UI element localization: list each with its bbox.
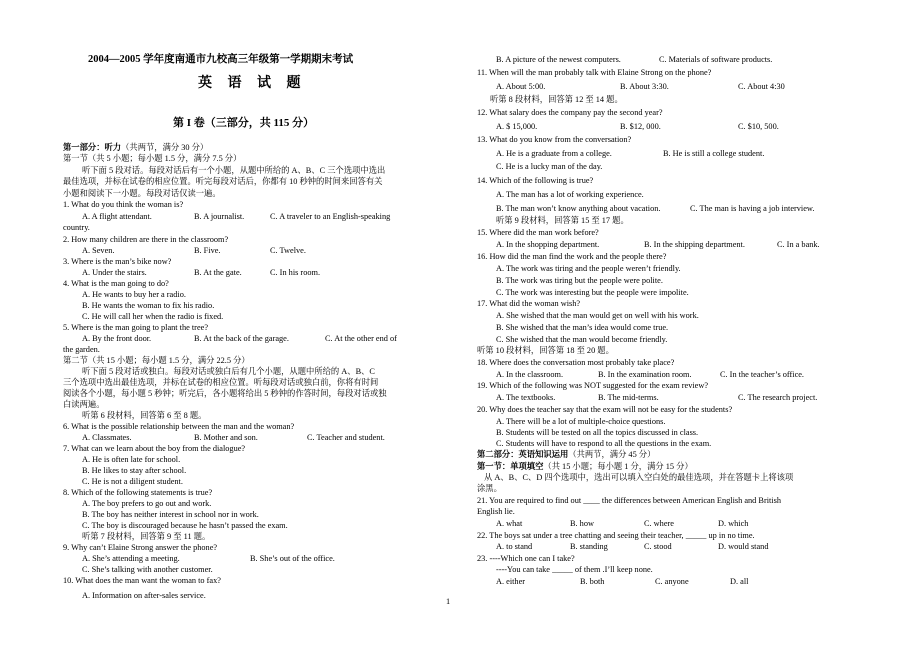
option-a: A. The man has a lot of working experience. (496, 190, 644, 199)
option-b: B. A picture of the newest computers. (496, 55, 621, 64)
option-c: C. Students will have to respond to all the questions in the exam. (496, 439, 712, 448)
option-b: B. how (570, 519, 594, 528)
option-c: C. Twelve. (270, 246, 306, 255)
option-b: B. In the shipping department. (644, 240, 745, 249)
material-note: 听第 6 段材料，回答第 6 至 8 题。 (82, 411, 207, 420)
part2-instruction: 涂黑。 (477, 484, 502, 493)
option-a: A. what (496, 519, 523, 528)
question-stem: 9. Why can’t Elaine Strong answer the phone? (63, 543, 218, 552)
option-a: A. The work was tiring and the people weren’t friendly. (496, 264, 681, 273)
option-b: B. At the back of the garage. (194, 334, 289, 343)
section2-instruction: 听下面 5 段对话或独白。每段对话或独白后有几个小题，从题中所给的 A、B、C (82, 367, 375, 376)
material-note: 听第 8 段材料，回答第 12 至 14 题。 (490, 95, 623, 104)
option-c: C. In the teacher’s office. (720, 370, 805, 379)
option-c: country. (63, 223, 90, 232)
section1-instruction: 小题和阅读下一小题。每段对话仅读一遍。 (63, 189, 221, 198)
material-note: 听第 10 段材料，回答第 18 至 20 题。 (477, 346, 614, 355)
part1-section2-heading: 第二节（共 15 小题；每小题 1.5 分，满分 22.5 分） (63, 356, 250, 365)
question-stem: 15. Where did the man work before? (477, 228, 599, 237)
option-c: C. At the other end of (325, 334, 397, 343)
option-b: B. The man won’t know anything about vacation. (496, 204, 661, 213)
option-c: C. where (644, 519, 674, 528)
question-stem: 19. Which of the following was NOT suggested for the exam review? (477, 381, 709, 390)
question-stem: 2. How many children are there in the classroom? (63, 235, 229, 244)
option-a: A. She wished that the man would get on well with his work. (496, 311, 699, 320)
option-b: B. In the examination room. (598, 370, 692, 379)
part2-section1-heading: 第一节：单项填空（共 15 小题；每小题 1 分，满分 15 分） (477, 462, 693, 471)
option-a: A. By the front door. (82, 334, 152, 343)
section1-instruction: 听下面 5 段对话。每段对话后有一个小题，从题中所给的 A、B、C 三个选项中选出 (82, 166, 386, 175)
option-d: D. which (718, 519, 749, 528)
option-b: B. About 3:30. (620, 82, 669, 91)
option-b: B. Mother and son. (194, 433, 258, 442)
option-c: C. A traveler to an English-speaking (270, 212, 391, 221)
option-b: B. The boy has neither interest in school nor in work. (82, 510, 259, 519)
material-note: 听第 7 段材料，回答第 9 至 11 题。 (82, 532, 211, 541)
option-a: A. Classmates. (82, 433, 132, 442)
question-stem: 3. Where is the man’s bike now? (63, 257, 172, 266)
option-c: C. Materials of software products. (659, 55, 773, 64)
option-a: A. He is often late for school. (82, 455, 181, 464)
option-b: B. At the gate. (194, 268, 242, 277)
option-c: C. In his room. (270, 268, 321, 277)
question-stem: 22. The boys sat under a tree chatting and seeing their teacher, _____ up in no time. (477, 531, 755, 540)
option-b: B. He is still a college student. (663, 149, 765, 158)
question-stem: English lie. (477, 507, 515, 516)
question-stem: 4. What is the man going to do? (63, 279, 169, 288)
question-stem: 23. ----Which one can I take? (477, 554, 575, 563)
option-b: B. He likes to stay after school. (82, 466, 187, 475)
option-b: B. Five. (194, 246, 221, 255)
option-c: C. stood (644, 542, 672, 551)
question-stem: 16. How did the man find the work and the people there? (477, 252, 667, 261)
option-a: A. Seven. (82, 246, 115, 255)
volume-title: 第 I 卷（三部分，共 115 分） (173, 117, 315, 129)
question-stem: 21. You are required to find out ____ the differences between American English and British (477, 496, 781, 505)
option-b: B. The mid-terms. (598, 393, 659, 402)
option-d: D. would stand (718, 542, 769, 551)
option-c: C. Teacher and student. (307, 433, 385, 442)
option-a: A. There will be a lot of multiple-choice questions. (496, 417, 666, 426)
option-b: B. A journalist. (194, 212, 245, 221)
option-c: C. He is a lucky man of the day. (496, 162, 603, 171)
option-a: A. to stand (496, 542, 533, 551)
option-d: D. all (730, 577, 749, 586)
option-a: A. He is a graduate from a college. (496, 149, 612, 158)
question-stem: 11. When will the man probably talk with Elaine Strong on the phone? (477, 68, 712, 77)
option-c: C. He is not a diligent student. (82, 477, 183, 486)
option-b: B. He wants the woman to fix his radio. (82, 301, 215, 310)
material-note: 听第 9 段材料，回答第 15 至 17 题。 (496, 216, 629, 225)
option-c: the garden. (63, 345, 100, 354)
part1-section1-heading: 第一节（共 5 小题；每小题 1.5 分，满分 7.5 分） (63, 154, 242, 163)
question-stem: 7. What can we learn about the boy from the dialogue? (63, 444, 246, 453)
option-c: C. The man is having a job interview. (690, 204, 815, 213)
option-b: B. $12, 000. (620, 122, 661, 131)
option-c: C. anyone (655, 577, 689, 586)
part2-heading: 第二部分：英语知识运用（共两节，满分 45 分） (477, 450, 656, 459)
option-c: C. The research project. (738, 393, 818, 402)
question-stem: 6. What is the possible relationship between the man and the woman? (63, 422, 295, 431)
question-stem: 17. What did the woman wish? (477, 299, 581, 308)
question-stem: 20. Why does the teacher say that the exam will not be easy for the students? (477, 405, 733, 414)
option-a: A. The textbooks. (496, 393, 556, 402)
exam-title: 2004—2005 学年度南通市九校高三年级第一学期期末考试 (88, 54, 354, 65)
question-stem: 13. What do you know from the conversation? (477, 135, 632, 144)
option-a: A. He wants to buy her a radio. (82, 290, 186, 299)
option-a: A. Under the stairs. (82, 268, 147, 277)
subject-title: 英 语 试 题 (198, 76, 307, 91)
option-a: A. In the classroom. (496, 370, 564, 379)
part1-heading: 第一部分：听力（共两节，满分 30 分） (63, 143, 209, 152)
question-stem: 8. Which of the following statements is true? (63, 488, 213, 497)
option-c: C. The work was interesting but the people were impolite. (496, 288, 689, 297)
option-b: B. standing (570, 542, 608, 551)
question-stem: 18. Where does the conversation most probably take place? (477, 358, 675, 367)
option-b: B. She’s out of the office. (250, 554, 335, 563)
question-stem: 12. What salary does the company pay the second year? (477, 108, 663, 117)
option-c: C. About 4:30 (738, 82, 785, 91)
question-stem: 10. What does the man want the woman to fax? (63, 576, 221, 585)
option-b: B. The work was tiring but the people were polite. (496, 276, 663, 285)
option-b: B. Students will be tested on all the topics discussed in class. (496, 428, 699, 437)
page-number: 1 (446, 597, 451, 606)
option-c: C. She’s talking with another customer. (82, 565, 213, 574)
option-a: A. In the shopping department. (496, 240, 600, 249)
option-c: C. In a bank. (777, 240, 820, 249)
section2-instruction: 三个选项中选出最佳选项，并标在试卷的相应位置。听每段对话或独白前，你将有时间 (63, 378, 379, 387)
question-stem: 1. What do you think the woman is? (63, 200, 184, 209)
option-b: B. She wished that the man’s idea would come true. (496, 323, 669, 332)
part2-instruction: 从 A、B、C、D 四个选项中，选出可以填入空白处的最佳选项，并在答题卡上将该项 (484, 473, 794, 482)
question-stem: ----You can take _____ of them .I’ll keep none. (496, 565, 653, 574)
option-c: C. $10, 500. (738, 122, 779, 131)
option-a: A. either (496, 577, 526, 586)
option-a: A. About 5:00. (496, 82, 546, 91)
option-b: B. both (580, 577, 605, 586)
question-stem: 14. Which of the following is true? (477, 176, 594, 185)
section2-instruction: 阅读各个小题，每小题 5 秒钟；听完后，各小题将给出 5 秒钟的作答时间，每段对话或独 (63, 389, 387, 398)
option-c: C. She wished that the man would become friendly. (496, 335, 668, 344)
question-stem: 5. Where is the man going to plant the tree? (63, 323, 208, 332)
option-a: A. Information on after-sales service. (82, 591, 206, 600)
option-a: A. The boy prefers to go out and work. (82, 499, 212, 508)
option-a: A. A flight attendant. (82, 212, 152, 221)
section1-instruction: 最佳选项，并标在试卷的相应位置。听完每段对话后，你都有 10 秒钟的时间来回答有关 (63, 177, 383, 186)
option-a: A. $ 15,000. (496, 122, 538, 131)
option-c: C. He will call her when the radio is fixed. (82, 312, 224, 321)
option-a: A. She’s attending a meeting. (82, 554, 180, 563)
option-c: C. The boy is discouraged because he hasn’t passed the exam. (82, 521, 288, 530)
section2-instruction: 白读两遍。 (63, 400, 105, 409)
